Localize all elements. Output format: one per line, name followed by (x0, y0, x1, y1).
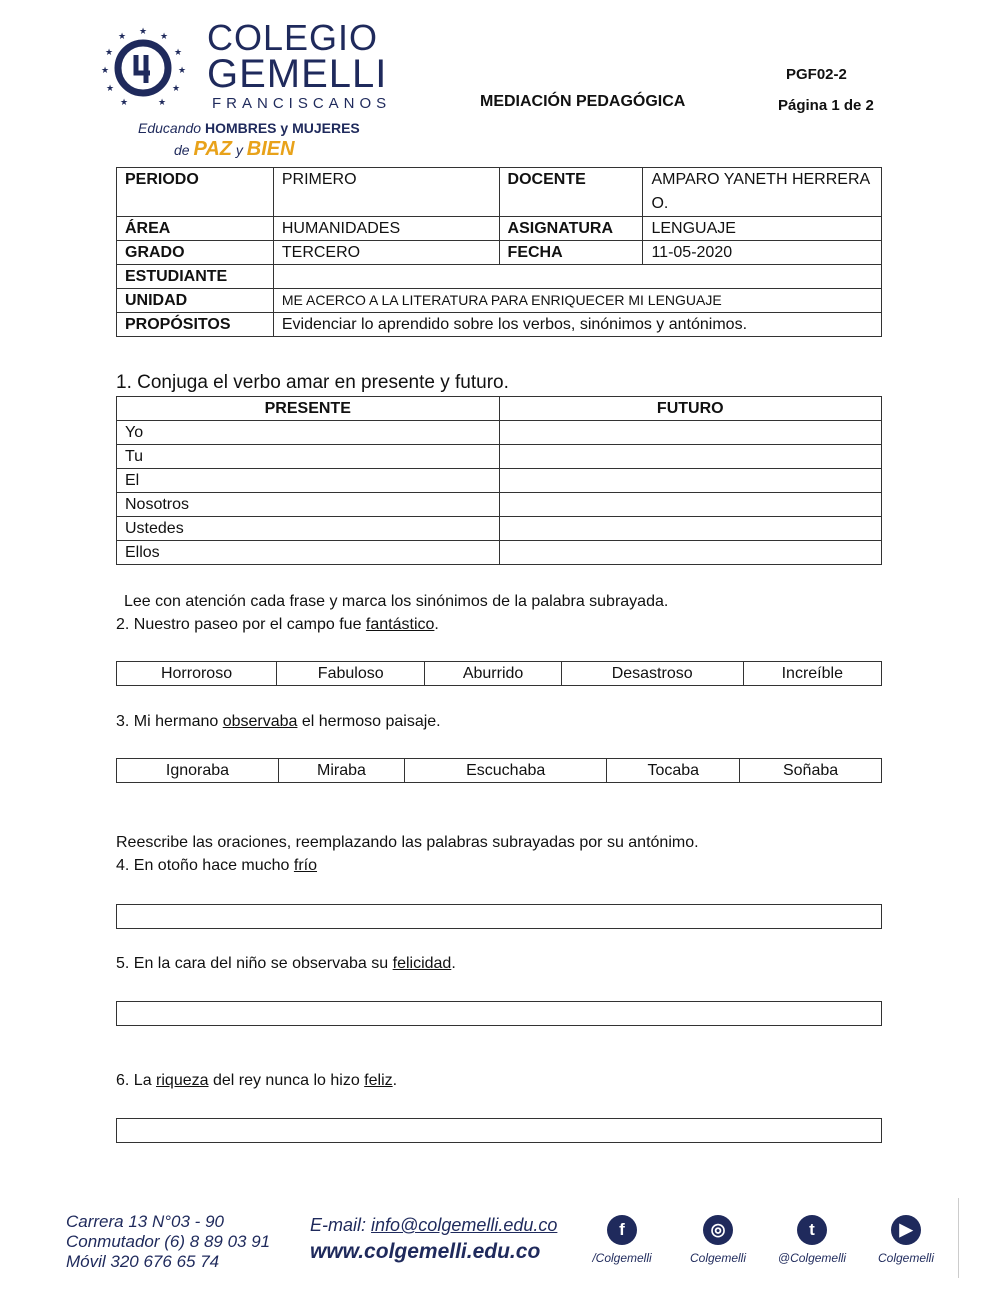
question-6-prompt: 6. La riqueza del rey nunca lo hizo feliz. (116, 1072, 398, 1089)
youtube-link[interactable]: ▶ Colgemelli (866, 1215, 946, 1265)
option-cell[interactable]: Escuchaba (404, 759, 606, 783)
slogan-line-1: Educando HOMBRES y MUJERES (138, 120, 360, 136)
futuro-cell[interactable] (499, 541, 881, 565)
antonyms-instruction: Reescribe las oraciones, reemplazando las palabras subrayadas por su antónimo. (116, 834, 699, 851)
futuro-cell[interactable] (499, 469, 881, 493)
docente-label: DOCENTE (499, 168, 643, 217)
footer-website[interactable]: www.colgemelli.edu.co (310, 1240, 541, 1263)
footer-email: E-mail: info@colgemelli.edu.co (310, 1215, 558, 1235)
question-3-prompt: 3. Mi hermano observaba el hermoso paisaje. (116, 713, 441, 730)
footer-divider (958, 1198, 959, 1278)
synonyms-instruction: Lee con atención cada frase y marca los sinónimos de la palabra subrayada. (124, 593, 669, 610)
document-title: MEDIACIÓN PEDAGÓGICA (480, 93, 686, 110)
pronoun-cell[interactable]: Yo (117, 421, 500, 445)
fecha-value: 11-05-2020 (643, 241, 882, 265)
info-table (116, 167, 882, 337)
question-4-prompt: 4. En otoño hace mucho frío (116, 857, 318, 874)
conjugation-table (116, 396, 882, 565)
pronoun-cell[interactable]: Ustedes (117, 517, 500, 541)
question-2-prompt: 2. Nuestro paseo por el campo fue fantástico. (116, 616, 439, 633)
asignatura-value: LENGUAJE (643, 217, 882, 241)
futuro-cell[interactable] (499, 517, 881, 541)
facebook-icon: f (607, 1215, 637, 1245)
option-cell[interactable]: Aburrido (425, 662, 561, 686)
option-cell[interactable]: Desastroso (561, 662, 743, 686)
grado-label: GRADO (117, 241, 274, 265)
youtube-icon: ▶ (891, 1215, 921, 1245)
question-3-options (116, 758, 882, 783)
futuro-header: FUTURO (499, 397, 881, 421)
svg-text:★: ★ (159, 32, 169, 42)
question-6-answer-field[interactable] (116, 1118, 882, 1143)
slogan-line-2: de PAZ y BIEN (174, 138, 295, 160)
pronoun-cell[interactable]: Ellos (117, 541, 500, 565)
email-link[interactable]: info@colgemelli.edu.co (371, 1215, 558, 1235)
svg-text:★: ★ (105, 84, 115, 94)
twitter-link[interactable]: t @Colgemelli (772, 1215, 852, 1265)
instagram-link[interactable]: ◎ Colgemelli (678, 1215, 758, 1265)
estudiante-label: ESTUDIANTE (117, 265, 274, 289)
footer-address: Carrera 13 N°03 - 90 Conmutador (6) 8 89 03 91 Móvil 320 676 65 74 (66, 1212, 271, 1271)
svg-text:★: ★ (138, 27, 148, 37)
svg-text:★: ★ (119, 98, 129, 108)
svg-text:★: ★ (173, 48, 183, 58)
pronoun-cell[interactable]: Nosotros (117, 493, 500, 517)
question-5-answer-field[interactable] (116, 1001, 882, 1026)
propositos-label: PROPÓSITOS (117, 313, 274, 337)
option-cell[interactable]: Increíble (743, 662, 881, 686)
option-cell[interactable]: Ignoraba (117, 759, 279, 783)
futuro-cell[interactable] (499, 421, 881, 445)
brand-franciscanos: FRANCISCANOS (212, 95, 392, 112)
futuro-cell[interactable] (499, 445, 881, 469)
svg-text:★: ★ (171, 84, 181, 94)
asignatura-label: ASIGNATURA (499, 217, 643, 241)
fecha-label: FECHA (499, 241, 643, 265)
unidad-label: UNIDAD (117, 289, 274, 313)
estudiante-field[interactable] (273, 265, 881, 289)
docente-value: AMPARO YANETH HERRERA O. (643, 168, 882, 217)
svg-text:★: ★ (157, 98, 167, 108)
futuro-cell[interactable] (499, 493, 881, 517)
svg-text:★: ★ (117, 32, 127, 42)
page-number: Página 1 de 2 (778, 97, 874, 114)
facebook-link[interactable]: f /Colgemelli (582, 1215, 662, 1265)
question-4-answer-field[interactable] (116, 904, 882, 929)
area-label: ÁREA (117, 217, 274, 241)
presente-header: PRESENTE (117, 397, 500, 421)
document-code: PGF02-2 (786, 66, 847, 83)
svg-text:★: ★ (100, 66, 110, 76)
option-cell[interactable]: Tocaba (607, 759, 740, 783)
svg-text:★: ★ (104, 48, 114, 58)
propositos-value: Evidenciar lo aprendido sobre los verbos, sinónimos y antónimos. (273, 313, 881, 337)
twitter-icon: t (797, 1215, 827, 1245)
brand-gemelli: GEMELLI (207, 52, 388, 96)
unidad-value: ME ACERCO A LA LITERATURA PARA ENRIQUECER MI LENGUAJE (273, 289, 881, 313)
brand-colegio: COLEGIO (207, 17, 379, 58)
school-logo-icon (100, 25, 186, 111)
option-cell[interactable]: Miraba (279, 759, 405, 783)
pronoun-cell[interactable]: Tu (117, 445, 500, 469)
option-cell[interactable]: Fabuloso (277, 662, 425, 686)
area-value: HUMANIDADES (273, 217, 499, 241)
grado-value: TERCERO (273, 241, 499, 265)
question-2-options (116, 661, 882, 686)
periodo-label: PERIODO (117, 168, 274, 217)
question-1-prompt: 1. Conjuga el verbo amar en presente y futuro. (116, 372, 509, 393)
option-cell[interactable]: Soñaba (740, 759, 882, 783)
instagram-icon: ◎ (703, 1215, 733, 1245)
periodo-value: PRIMERO (273, 168, 499, 217)
svg-text:★: ★ (177, 66, 186, 76)
pronoun-cell[interactable]: El (117, 469, 500, 493)
option-cell[interactable]: Horroroso (117, 662, 277, 686)
question-5-prompt: 5. En la cara del niño se observaba su felicidad. (116, 955, 456, 972)
